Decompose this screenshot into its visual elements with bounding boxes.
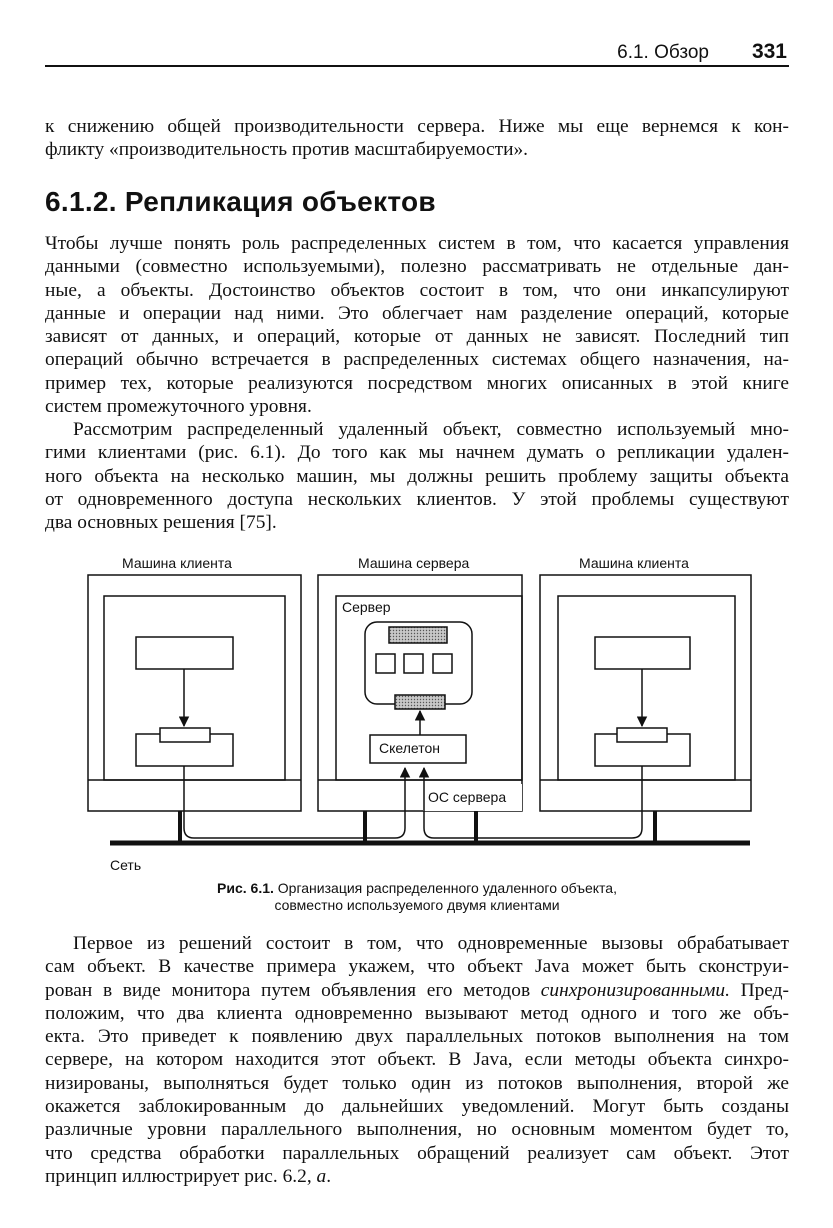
figure-6-1	[80, 548, 760, 878]
text-line: систем промежуточного уровня.	[45, 396, 312, 418]
server-os-label: ОС сервера	[428, 789, 507, 805]
text-line: что средства обработки параллельных обращений реализует сам объект. Этот	[45, 1142, 789, 1164]
left-machine-label: Машина клиента	[122, 555, 232, 571]
emphasis: а	[316, 1165, 327, 1187]
text-line: окажется заблокированным до дальнейших уведомлений. Могут быть созданы	[45, 1096, 789, 1118]
text-line: екта. Это приведет к появлению двух параллельных потоков выполнения на том	[45, 1026, 789, 1048]
text-line: низированы, выполняться будет только один из потоков выполнения, второй же	[45, 1072, 789, 1094]
server-machine-label: Машина сервера	[358, 555, 470, 571]
left-client-machine	[88, 575, 301, 811]
server-label: Сервер	[342, 599, 391, 615]
top-paragraph	[45, 115, 789, 162]
right-client-machine	[540, 575, 751, 811]
caption-line-1: Организация распределенного удаленного объекта,	[277, 880, 617, 896]
caption-line-2: совместно используемого двумя клиентами	[274, 897, 560, 913]
right-machine-label: Машина клиента	[579, 555, 689, 571]
text-line	[45, 979, 789, 1002]
paragraph-3	[45, 932, 789, 1188]
text-run: принцип иллюстрирует рис. 6.2,	[45, 1165, 317, 1187]
text-line: ного объекта на несколько машин, мы должны решить проблему защиты объекта	[45, 465, 789, 487]
invocation-paths	[184, 766, 642, 838]
text-line: данными (совместно используемыми), полезно рассматривать не отдельные дан-	[45, 256, 789, 278]
text-line: Рассмотрим распределенный удаленный объект, совместно используемый мно-	[73, 419, 789, 440]
emphasis: синхронизированными.	[540, 979, 730, 1001]
text-line: Первое из решений состоит в том, что одновременные вызовы обрабатывает	[73, 933, 789, 954]
skeleton-label: Скелетон	[379, 740, 440, 756]
text-line: от одновременного доступа нескольких клиентов. У этой проблемы существуют	[45, 488, 789, 510]
text-line: к снижению общей производительности сервера. Ниже мы еще вернемся к кон-	[45, 116, 789, 137]
text-line: пример тех, которые реализуются посредством многих описанных в этой книге	[45, 372, 789, 394]
text-line: различные уровни параллельного выполнения, но основным моментом будет то,	[45, 1119, 789, 1141]
figure-caption	[45, 880, 789, 914]
distributed-object-diagram	[80, 548, 760, 878]
text-line: ные, а объекты. Достоинство объектов состоит в том, что они инкапсулируют	[45, 279, 789, 301]
text-line: данные и операции над ними. Это облегчает нам разделение операций, которые	[45, 302, 789, 324]
text-line: гими клиентами (рис. 6.1). До того как мы начнем думать о репликации удален-	[45, 442, 789, 464]
text-line: Чтобы лучше понять роль распределенных систем в том, что касается управления	[45, 233, 789, 254]
text-line	[45, 1165, 789, 1188]
running-header-title: 6.1. Обзор	[617, 42, 709, 63]
section-heading: 6.1.2. Репликация объектов	[45, 186, 436, 217]
text-run: рован в виде монитора путем объявления его методов	[45, 979, 541, 1001]
text-line: положим, что два клиента одновременно вызывают метод одного и того же объ-	[45, 1002, 789, 1024]
text-line: зависят от данных, и операций, которые от данных не зависят. Последний тип	[45, 326, 789, 348]
paragraph-1	[45, 232, 789, 418]
page-number: 331	[751, 40, 787, 63]
text-line: сервере, на котором находится этот объект. В Java, если методы объекта синхро-	[45, 1049, 789, 1071]
text-run: Пред-	[729, 979, 789, 1001]
text-line: фликту «производительность против масштабируемости».	[45, 139, 529, 161]
text-run: .	[326, 1165, 332, 1187]
text-line: сам объект. В качестве примера укажем, что объект Java может быть сконструи-	[45, 956, 789, 978]
caption-prefix: Рис. 6.1.	[217, 880, 274, 896]
network-label: Сеть	[110, 857, 142, 873]
paragraph-2	[45, 418, 789, 534]
text-line: два основных решения [75].	[45, 512, 277, 534]
text-line: операций обычно встречается в распределенных системах общего назначения, на-	[45, 349, 789, 371]
running-header	[45, 38, 789, 66]
header-rule	[45, 65, 789, 67]
